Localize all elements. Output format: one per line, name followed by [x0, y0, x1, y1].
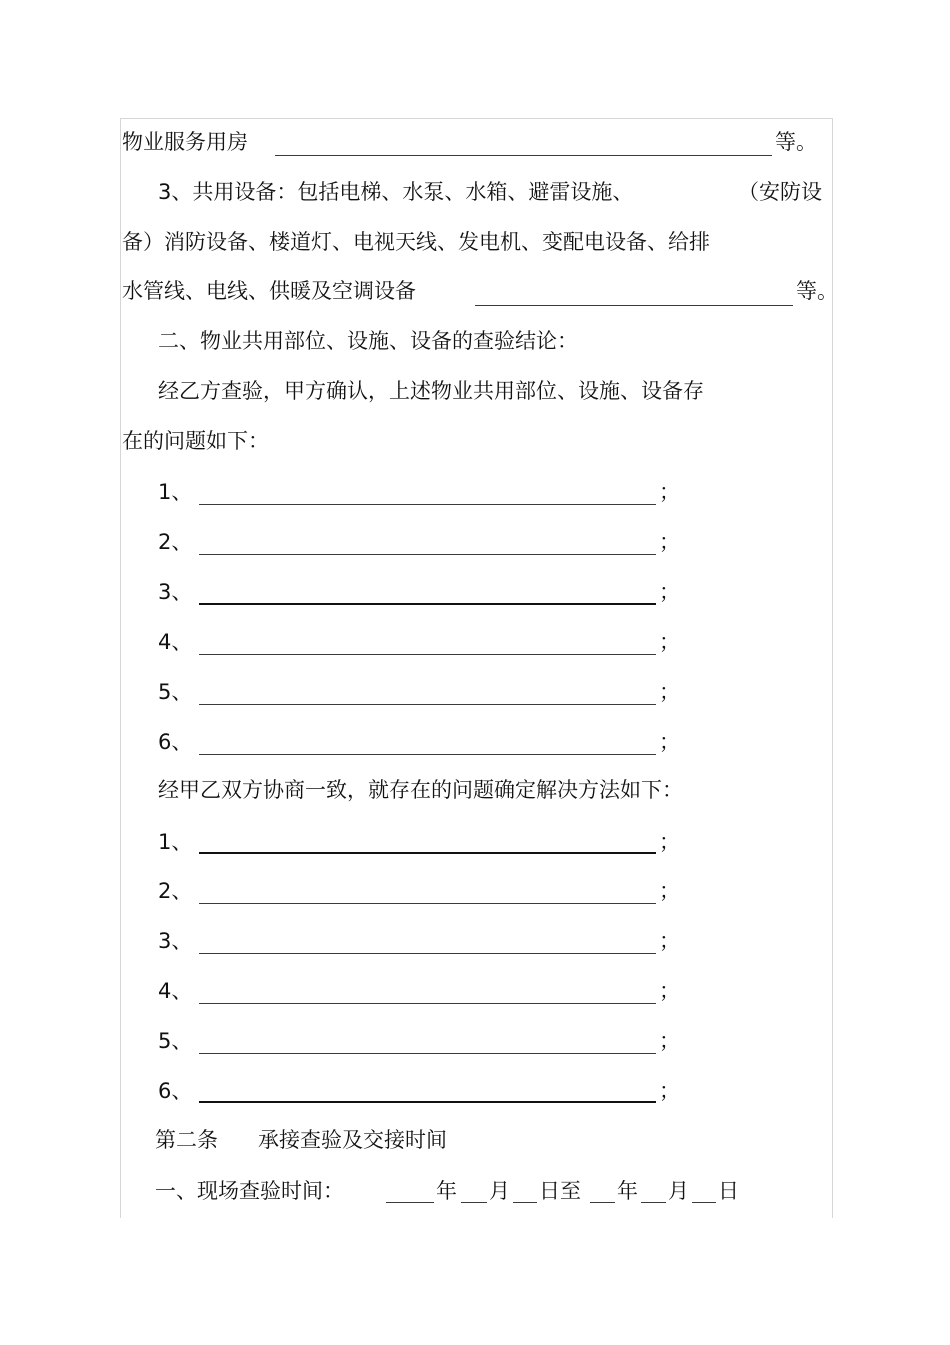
problem-end: ；	[659, 730, 680, 754]
problem-blank[interactable]	[199, 654, 656, 655]
solution-number: 6、	[158, 1079, 193, 1103]
solution-end: ；	[659, 979, 680, 1003]
problem-end: ；	[659, 680, 680, 704]
equipment-blank[interactable]	[475, 305, 793, 306]
year-blank-end[interactable]	[590, 1202, 615, 1203]
solution-number: 1、	[158, 830, 193, 854]
month-blank-start[interactable]	[461, 1202, 487, 1203]
problem-number: 4、	[158, 630, 193, 654]
problem-blank[interactable]	[199, 704, 656, 705]
problem-blank[interactable]	[199, 603, 656, 605]
month-blank-end[interactable]	[641, 1202, 666, 1203]
year-label-end: 年	[617, 1179, 638, 1203]
solution-end: ；	[659, 830, 680, 854]
housing-label: 物业服务用房	[122, 130, 248, 154]
section-two-title: 二、物业共用部位、设施、设备的查验结论：	[158, 329, 578, 353]
solution-end: ；	[659, 1029, 680, 1053]
solution-blank[interactable]	[199, 1053, 656, 1054]
equipment-end: 等。	[796, 279, 838, 303]
solution-blank[interactable]	[199, 852, 656, 854]
problem-end: ；	[659, 580, 680, 604]
problem-end: ；	[659, 530, 680, 554]
solution-blank[interactable]	[199, 953, 656, 954]
housing-blank[interactable]	[275, 155, 772, 156]
year-label-start: 年	[436, 1179, 457, 1203]
equipment-line-1b: （安防设	[738, 180, 822, 204]
problem-number: 3、	[158, 580, 193, 604]
day-blank-end[interactable]	[692, 1202, 716, 1203]
solution-number: 2、	[158, 879, 193, 903]
problem-blank[interactable]	[199, 754, 656, 755]
equipment-line-2: 备）消防设备、楼道灯、电视天线、发电机、变配电设备、给排	[122, 230, 710, 254]
article-number: 第二条	[155, 1128, 218, 1152]
day-to-label: 日至	[539, 1179, 581, 1203]
problem-number: 6、	[158, 730, 193, 754]
problem-end: ；	[659, 480, 680, 504]
solution-number: 5、	[158, 1029, 193, 1053]
problem-blank[interactable]	[199, 554, 656, 555]
solution-end: ；	[659, 929, 680, 953]
month-label-end: 月	[668, 1179, 689, 1203]
year-blank-start[interactable]	[386, 1202, 434, 1203]
housing-end: 等。	[775, 130, 817, 154]
solution-number: 3、	[158, 929, 193, 953]
inspection-line-2: 在的问题如下：	[122, 429, 269, 453]
problem-number: 2、	[158, 530, 193, 554]
problem-end: ；	[659, 630, 680, 654]
day-blank-start[interactable]	[513, 1202, 537, 1203]
article-title: 承接查验及交接时间	[258, 1128, 447, 1152]
solution-end: ；	[659, 879, 680, 903]
solution-blank[interactable]	[199, 1003, 656, 1004]
solution-blank[interactable]	[199, 1101, 656, 1103]
day-label-end: 日	[718, 1179, 739, 1203]
site-time-label: 一、现场查验时间：	[155, 1179, 344, 1203]
problem-number: 5、	[158, 680, 193, 704]
inspection-line-1: 经乙方查验，甲方确认，上述物业共用部位、设施、设备存	[158, 379, 704, 403]
solution-blank[interactable]	[199, 903, 656, 904]
solution-end: ；	[659, 1079, 680, 1103]
month-label-start: 月	[489, 1179, 510, 1203]
problem-number: 1、	[158, 480, 193, 504]
problem-blank[interactable]	[199, 504, 656, 505]
solution-number: 4、	[158, 979, 193, 1003]
equipment-line-1a: 3、共用设备：包括电梯、水泵、水箱、避雷设施、	[158, 180, 634, 204]
resolution-intro: 经甲乙双方协商一致，就存在的问题确定解决方法如下：	[158, 778, 683, 802]
equipment-line-3: 水管线、电线、供暖及空调设备	[122, 279, 416, 303]
